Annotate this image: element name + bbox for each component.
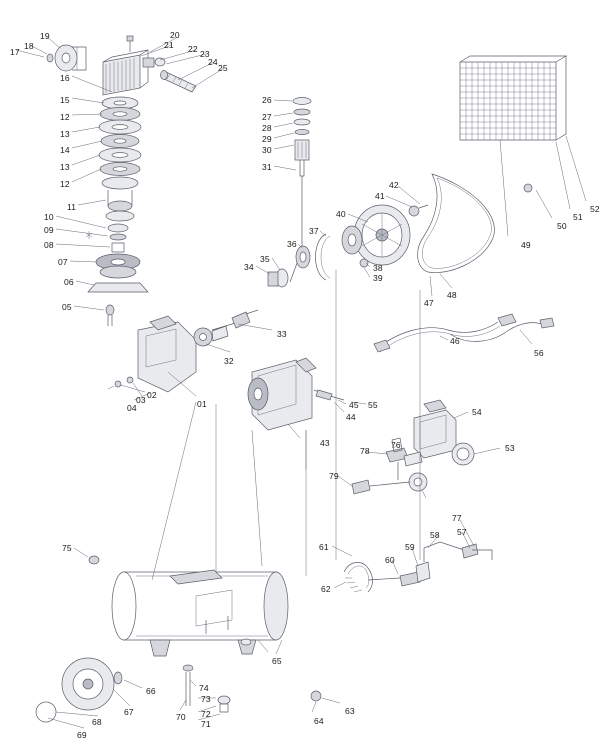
callout-29: 29	[262, 134, 272, 144]
part-group-flywheel-pulley	[342, 186, 428, 277]
callout-11: 11	[67, 202, 77, 212]
callout-63: 63	[345, 706, 355, 716]
callout-66: 66	[146, 686, 156, 696]
callout-37: 37	[309, 226, 319, 236]
part-group-crankcase	[108, 310, 272, 400]
callout-46: 46	[450, 336, 460, 346]
callout-62: 62	[321, 584, 331, 594]
callout-18: 18	[24, 41, 34, 51]
callout-70: 70	[176, 712, 186, 722]
callout-38: 38	[373, 263, 383, 273]
callout-05: 05	[62, 302, 72, 312]
callout-57: 57	[457, 527, 467, 537]
callout-68: 68	[92, 717, 102, 727]
callout-12-lower: 12	[60, 179, 70, 189]
callout-15: 15	[60, 95, 70, 105]
callout-54: 54	[472, 407, 482, 417]
callout-12-upper: 12	[60, 112, 70, 122]
callout-50: 50	[557, 221, 567, 231]
callout-45: 45	[349, 400, 359, 410]
callout-79: 79	[329, 471, 339, 481]
part-group-drive-belt	[418, 174, 495, 296]
callout-73: 73	[201, 694, 211, 704]
callout-13-lower: 13	[60, 162, 70, 172]
callout-14: 14	[60, 145, 70, 155]
callout-34: 34	[244, 262, 254, 272]
callout-02: 02	[147, 390, 157, 400]
callout-65: 65	[272, 656, 282, 666]
callout-39: 39	[373, 273, 383, 283]
part-group-valve-plate-stack	[72, 76, 141, 221]
callout-23: 23	[200, 49, 210, 59]
callout-13-upper: 13	[60, 129, 70, 139]
callout-31: 31	[262, 162, 272, 172]
callout-78: 78	[360, 446, 370, 456]
callout-43: 43	[320, 438, 330, 448]
callout-67: 67	[124, 707, 134, 717]
callout-77: 77	[452, 513, 462, 523]
callout-60: 60	[385, 555, 395, 565]
callout-08: 08	[44, 240, 54, 250]
callout-22: 22	[188, 44, 198, 54]
callout-04: 04	[127, 403, 137, 413]
callout-27: 27	[262, 112, 272, 122]
callout-10: 10	[44, 212, 54, 222]
callout-71: 71	[201, 719, 211, 729]
callout-16: 16	[60, 73, 70, 83]
callout-36: 36	[287, 239, 297, 249]
callout-41: 41	[375, 191, 385, 201]
callout-21: 21	[164, 40, 174, 50]
callout-28: 28	[262, 123, 272, 133]
callout-72: 72	[201, 709, 211, 719]
callout-76: 76	[391, 440, 401, 450]
callout-33: 33	[277, 329, 287, 339]
callout-20: 20	[170, 30, 180, 40]
callout-75: 75	[62, 543, 72, 553]
part-group-belt-guard	[460, 56, 586, 236]
callout-03: 03	[136, 395, 146, 405]
callout-26: 26	[262, 95, 272, 105]
callout-58: 58	[430, 530, 440, 540]
callout-55: 55	[368, 400, 378, 410]
part-group-power-cords	[374, 314, 554, 352]
part-group-discharge-line	[306, 270, 492, 592]
callout-52: 52	[590, 204, 600, 214]
callout-53: 53	[505, 443, 515, 453]
callout-49: 49	[521, 240, 531, 250]
callout-30: 30	[262, 145, 272, 155]
callout-48: 48	[447, 290, 457, 300]
callout-01: 01	[197, 399, 207, 409]
callout-61: 61	[319, 542, 329, 552]
callout-07: 07	[58, 257, 68, 267]
callout-64: 64	[314, 716, 324, 726]
callout-32: 32	[224, 356, 234, 366]
callout-74: 74	[199, 683, 209, 693]
callout-06: 06	[64, 277, 74, 287]
callout-35: 35	[260, 254, 270, 264]
callout-17: 17	[10, 47, 20, 57]
callout-40: 40	[336, 209, 346, 219]
callout-44: 44	[346, 412, 356, 422]
callout-51: 51	[573, 212, 583, 222]
callout-24: 24	[208, 57, 218, 67]
callout-09: 09	[44, 225, 54, 235]
callout-56: 56	[534, 348, 544, 358]
callout-59: 59	[405, 542, 415, 552]
callout-25: 25	[218, 63, 228, 73]
callout-69: 69	[77, 730, 87, 740]
callout-47: 47	[424, 298, 434, 308]
callout-42: 42	[389, 180, 399, 190]
callout-19: 19	[40, 31, 50, 41]
